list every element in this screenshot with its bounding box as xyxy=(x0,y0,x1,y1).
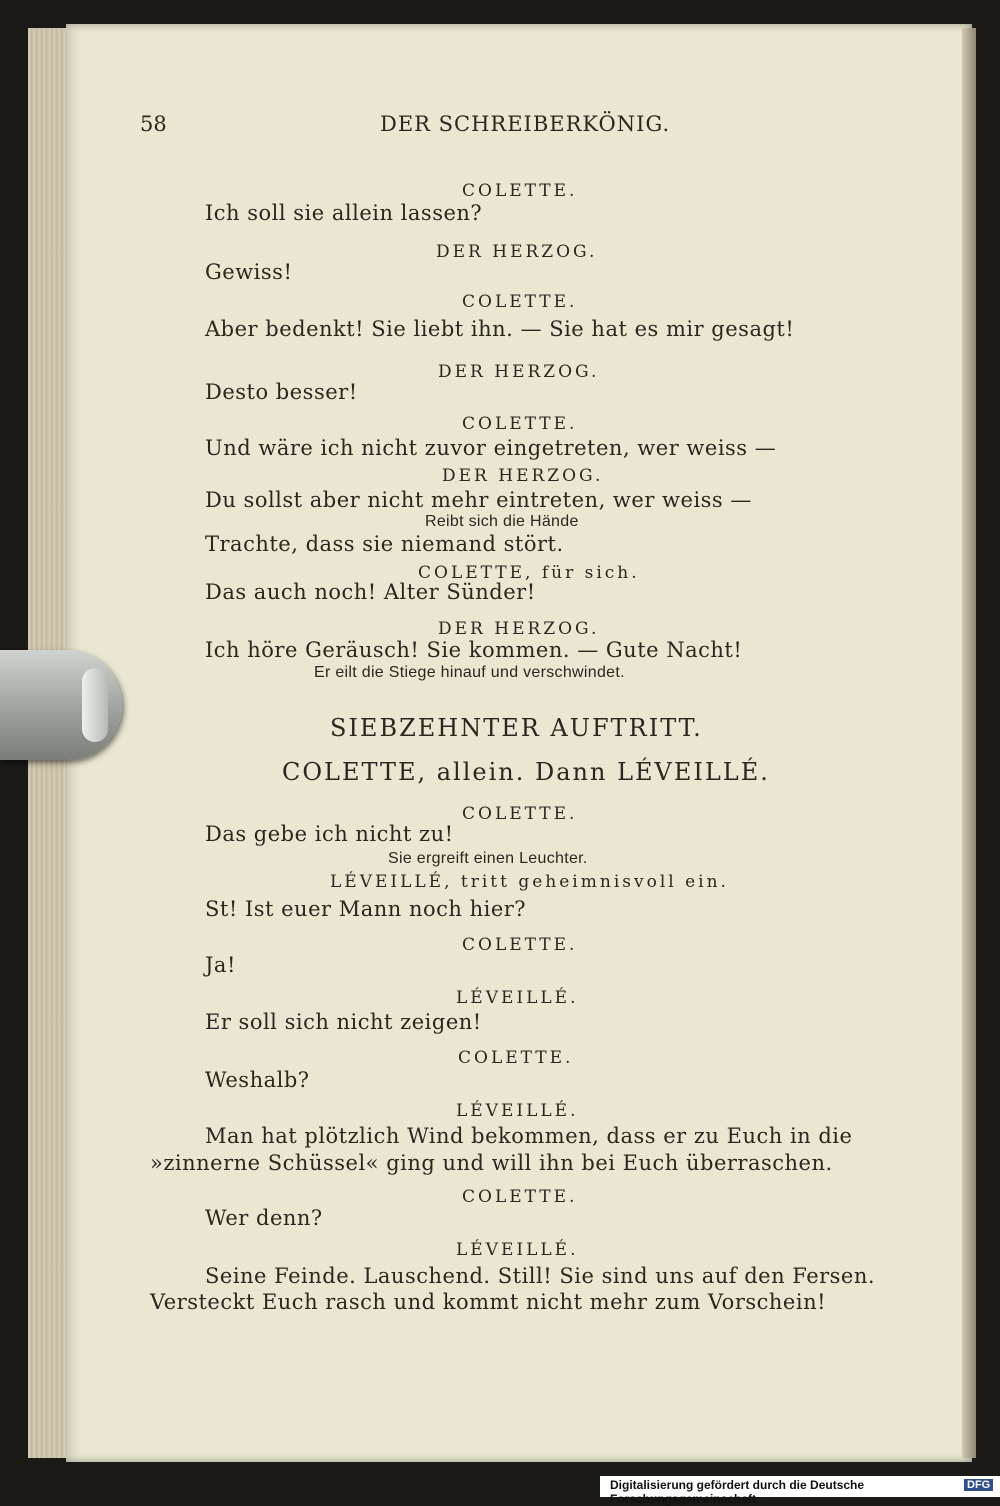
text-line: DER HERZOG. xyxy=(436,242,598,262)
text-line: Weshalb? xyxy=(205,1068,310,1092)
text-line: Reibt sich die Hände xyxy=(425,513,579,530)
text-line: DER HERZOG. xyxy=(438,619,600,639)
running-header xyxy=(140,112,740,142)
text-line: »zinnerne Schüssel« ging und will ihn bei Euch überraschen. xyxy=(150,1151,833,1175)
text-line: LÉVEILLÉ. xyxy=(456,988,579,1008)
text-line: COLETTE. xyxy=(462,414,578,434)
text-line: Desto besser! xyxy=(205,380,358,404)
text-line: Das gebe ich nicht zu! xyxy=(205,822,454,846)
text-line: LÉVEILLÉ, tritt geheimnisvoll ein. xyxy=(330,872,729,892)
text-line: Seine Feinde. Lauschend. Still! Sie sind uns auf den Fersen. xyxy=(205,1264,876,1288)
digitization-credit: Digitalisierung gefördert durch die Deutsche Forschungsgemeinschaft xyxy=(610,1478,865,1506)
dfg-logo: DFG xyxy=(964,1479,993,1491)
text-line: COLETTE, für sich. xyxy=(418,563,640,583)
text-line: DER HERZOG. xyxy=(442,466,604,486)
running-title: DER SCHREIBERKÖNIG. xyxy=(380,112,671,136)
text-line: Ich soll sie allein lassen? xyxy=(205,201,483,225)
text-line: LÉVEILLÉ. xyxy=(456,1101,579,1121)
text-line: COLETTE. xyxy=(458,1048,574,1068)
text-line: COLETTE, allein. Dann LÉVEILLÉ. xyxy=(282,758,770,786)
text-line: Wer denn? xyxy=(205,1206,323,1230)
text-line: Und wäre ich nicht zuvor eingetreten, wer weiss — xyxy=(205,436,777,460)
text-line: Ja! xyxy=(205,953,236,977)
text-line: Ich höre Geräusch! Sie kommen. — Gute Nacht! xyxy=(205,638,743,662)
text-line: Aber bedenkt! Sie liebt ihn. — Sie hat es mir gesagt! xyxy=(205,317,795,341)
text-line: COLETTE. xyxy=(462,804,578,824)
text-line: Sie ergreift einen Leuchter. xyxy=(388,850,588,867)
text-line: COLETTE. xyxy=(462,181,578,201)
text-line: St! Ist euer Mann noch hier? xyxy=(205,897,527,921)
text-line: Er eilt die Stiege hinauf und verschwindet. xyxy=(314,664,625,681)
text-line: Das auch noch! Alter Sünder! xyxy=(205,580,536,604)
text-line: Gewiss! xyxy=(205,260,293,284)
text-line: COLETTE. xyxy=(462,935,578,955)
text-line: COLETTE. xyxy=(462,292,578,312)
text-line: LÉVEILLÉ. xyxy=(456,1240,579,1260)
text-line: Versteckt Euch rasch und kommt nicht mehr zum Vorschein! xyxy=(150,1290,827,1314)
text-line: Du sollst aber nicht mehr eintreten, wer weiss — xyxy=(205,488,752,512)
page-clip xyxy=(0,650,122,760)
page-number: 58 xyxy=(140,112,167,136)
text-line: Man hat plötzlich Wind bekommen, dass er zu Euch in die xyxy=(205,1124,853,1148)
text-line: Er soll sich nicht zeigen! xyxy=(205,1010,482,1034)
text-line: COLETTE. xyxy=(462,1187,578,1207)
text-line: DER HERZOG. xyxy=(438,362,600,382)
text-line: Trachte, dass sie niemand stört. xyxy=(205,532,564,556)
page-gutter xyxy=(962,28,976,1458)
text-line: SIEBZEHNTER AUFTRITT. xyxy=(330,714,703,742)
